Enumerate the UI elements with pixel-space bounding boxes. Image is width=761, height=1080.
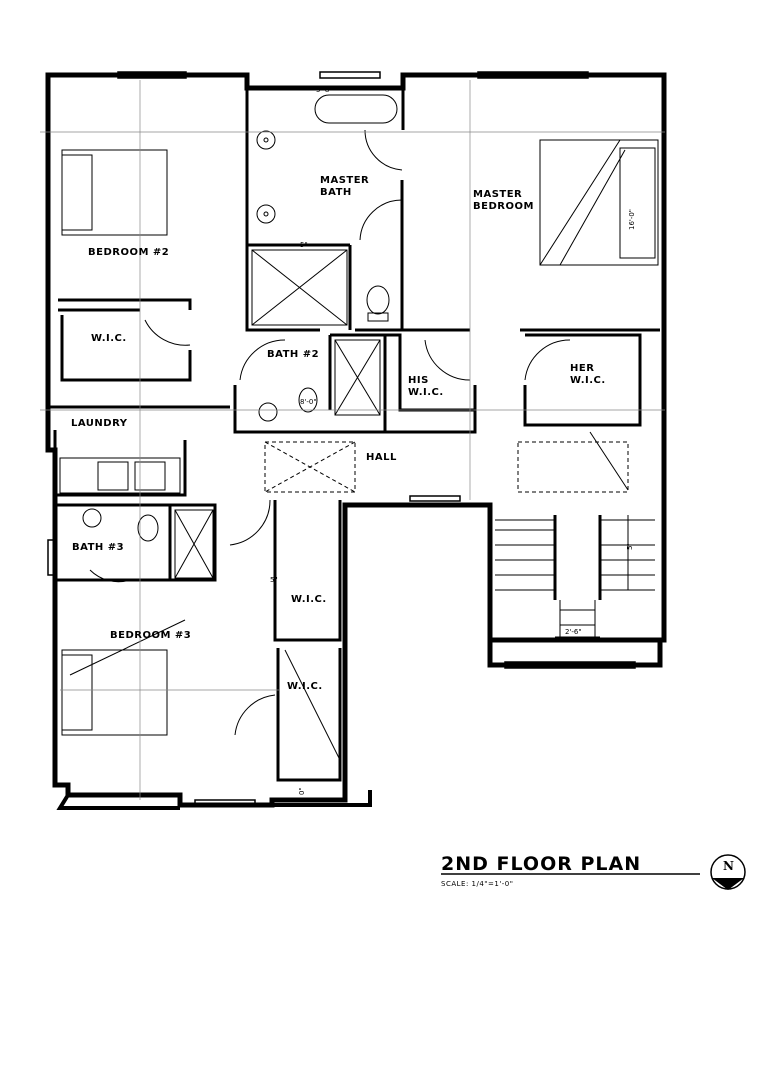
label-master-bedroom-1: MASTER: [473, 189, 523, 200]
dim-master-bed: 16'-0": [628, 208, 636, 230]
label-bedroom-3: BEDROOM #3: [110, 630, 192, 641]
north-arrow-icon: [711, 855, 745, 890]
label-wic-bedroom-2: W.I.C.: [91, 333, 127, 344]
dim-stair-width: 2'-6": [565, 628, 582, 636]
label-hall: HALL: [366, 452, 397, 463]
label-her-wic-1: HER: [570, 363, 595, 374]
title-block: [441, 853, 745, 890]
label-bath-2: BATH #2: [267, 349, 320, 360]
label-his-wic-1: HIS: [408, 375, 429, 386]
dim-tub: 5'-8": [316, 86, 333, 94]
label-her-wic-2: W.I.C.: [570, 375, 606, 386]
dim-bath-2: 8'-0": [300, 398, 317, 406]
dim-bedroom-3: 0": [298, 787, 306, 795]
label-laundry: LAUNDRY: [71, 418, 128, 429]
dim-shower: 5": [300, 241, 308, 249]
label-master-bedroom-2: BEDROOM: [473, 201, 534, 212]
dim-stair-run: 5': [626, 543, 634, 550]
fixtures: [40, 80, 665, 800]
dim-wic: 5": [270, 576, 278, 584]
north-label: N: [723, 859, 734, 873]
label-bedroom-2: BEDROOM #2: [88, 247, 170, 258]
label-wic-bedroom-3: W.I.C.: [287, 681, 323, 692]
label-wic-hall: W.I.C.: [291, 594, 327, 605]
label-master-bath-2: BATH: [320, 187, 352, 198]
plan-scale: SCALE: 1/4"=1'-0": [441, 880, 514, 888]
label-bath-3: BATH #3: [72, 542, 125, 553]
label-master-bath-1: MASTER: [320, 175, 370, 186]
label-his-wic-2: W.I.C.: [408, 387, 444, 398]
plan-title: 2ND FLOOR PLAN: [441, 853, 642, 875]
